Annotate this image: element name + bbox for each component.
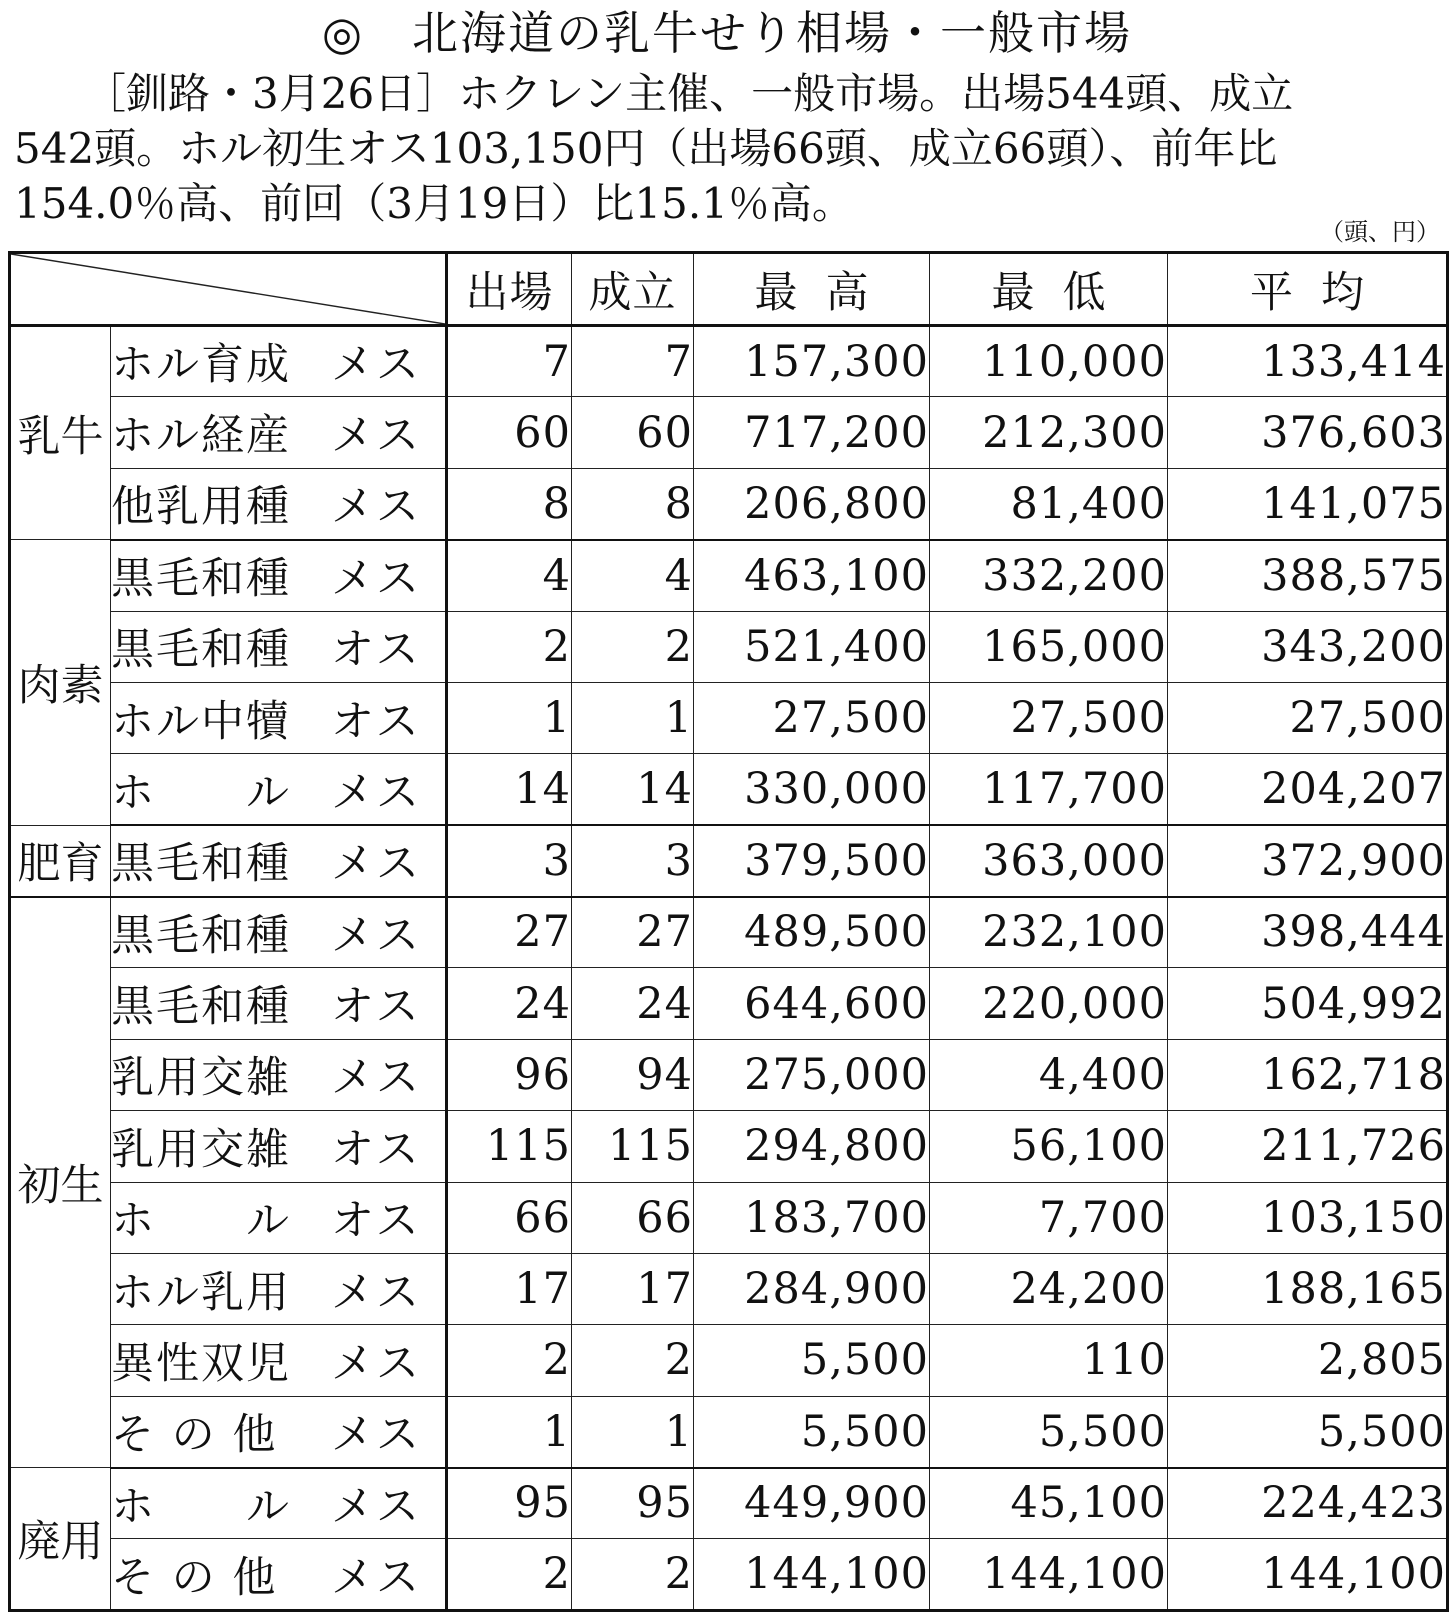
lead-line: 542頭。ホル初生オス103,150円（出場66頭、成立66頭）、前年比 — [14, 124, 1278, 173]
sex-label: メス — [331, 1267, 421, 1318]
cell-saiko: 489,500 — [694, 897, 930, 968]
row-label — [111, 968, 447, 1039]
group-label: 廃用 — [10, 1468, 111, 1611]
row-label — [111, 1182, 447, 1253]
cell-heikin: 103,150 — [1168, 1182, 1448, 1253]
breed-name: 黒毛和種 — [111, 910, 291, 961]
header-seiritsu: 成立 — [572, 253, 694, 326]
cell-saitei: 56,100 — [930, 1111, 1168, 1182]
diagonal-line-icon — [11, 254, 445, 324]
cell-saitei: 24,200 — [930, 1253, 1168, 1324]
sex-label: メス — [331, 1552, 421, 1603]
breed-name: ホ ル — [111, 1196, 291, 1247]
cell-saiko: 284,900 — [694, 1253, 930, 1324]
cell-seiritsu: 60 — [572, 397, 694, 468]
cell-heikin: 2,805 — [1168, 1325, 1448, 1396]
table-row — [10, 1539, 1448, 1611]
table-row — [10, 1253, 1448, 1324]
row-label — [111, 1039, 447, 1110]
table-row — [10, 825, 1448, 896]
corner-cell — [10, 253, 447, 326]
breed-name: 黒毛和種 — [111, 625, 291, 676]
cell-shutsujo: 2 — [447, 611, 572, 682]
cell-seiritsu: 8 — [572, 468, 694, 539]
breed-name: ホル経産 — [111, 411, 291, 462]
row-label — [111, 1111, 447, 1182]
table-row — [10, 1039, 1448, 1110]
cell-saiko: 379,500 — [694, 825, 930, 896]
breed-name: ホル乳用 — [111, 1267, 291, 1318]
group-label: 肥育 — [10, 825, 111, 896]
cell-heikin: 188,165 — [1168, 1253, 1448, 1324]
table-row — [10, 754, 1448, 825]
sex-label: メス — [331, 1338, 421, 1389]
cell-saitei: 220,000 — [930, 968, 1168, 1039]
cell-heikin: 372,900 — [1168, 825, 1448, 896]
row-label — [111, 1468, 447, 1539]
cell-saiko: 294,800 — [694, 1111, 930, 1182]
row-label — [111, 1253, 447, 1324]
sex-label: メス — [331, 482, 421, 533]
row-label — [111, 611, 447, 682]
row-label — [111, 468, 447, 539]
row-label — [111, 897, 447, 968]
row-label — [111, 1396, 447, 1467]
cell-saitei: 81,400 — [930, 468, 1168, 539]
header-heikin: 平均 — [1168, 253, 1448, 326]
cell-shutsujo: 66 — [447, 1182, 572, 1253]
cell-seiritsu: 115 — [572, 1111, 694, 1182]
cell-saiko: 449,900 — [694, 1468, 930, 1539]
cell-shutsujo: 1 — [447, 1396, 572, 1467]
cell-shutsujo: 60 — [447, 397, 572, 468]
page-title: ◎ 北海道の乳牛せり相場・一般市場 — [321, 6, 1133, 60]
cell-seiritsu: 2 — [572, 611, 694, 682]
cell-shutsujo: 27 — [447, 897, 572, 968]
cell-saiko: 5,500 — [694, 1325, 930, 1396]
breed-name: 黒毛和種 — [111, 839, 291, 890]
row-label — [111, 754, 447, 825]
cell-seiritsu: 14 — [572, 754, 694, 825]
cell-heikin: 343,200 — [1168, 611, 1448, 682]
cell-saitei: 363,000 — [930, 825, 1168, 896]
lead-line: 154.0％高、前回（3月19日）比15.1％高。 — [14, 179, 854, 228]
table-row — [10, 682, 1448, 753]
table-row — [10, 397, 1448, 468]
sex-label: メス — [331, 340, 421, 391]
cell-seiritsu: 4 — [572, 540, 694, 611]
breed-name: 乳用交雑 — [111, 1053, 291, 1104]
cell-seiritsu: 2 — [572, 1539, 694, 1611]
cell-shutsujo: 2 — [447, 1325, 572, 1396]
table-row — [10, 468, 1448, 539]
cell-saiko: 717,200 — [694, 397, 930, 468]
cell-shutsujo: 14 — [447, 754, 572, 825]
cell-saiko: 183,700 — [694, 1182, 930, 1253]
breed-name: ホル育成 — [111, 340, 291, 391]
cell-saiko: 206,800 — [694, 468, 930, 539]
row-label — [111, 397, 447, 468]
cell-saitei: 117,700 — [930, 754, 1168, 825]
cell-seiritsu: 94 — [572, 1039, 694, 1110]
table-row — [10, 326, 1448, 397]
cell-saiko: 275,000 — [694, 1039, 930, 1110]
header-row — [10, 253, 1448, 326]
sex-label: メス — [331, 1410, 421, 1461]
sex-label: メス — [331, 839, 421, 890]
cell-saitei: 4,400 — [930, 1039, 1168, 1110]
cell-shutsujo: 17 — [447, 1253, 572, 1324]
header-shutsujo: 出場 — [447, 253, 572, 326]
group-label: 肉素 — [10, 540, 111, 826]
group-label: 乳牛 — [10, 326, 111, 540]
breed-name: 黒毛和種 — [111, 982, 291, 1033]
breed-name: そ の 他 — [111, 1410, 278, 1461]
cell-heikin: 398,444 — [1168, 897, 1448, 968]
breed-name: ホル中犢 — [111, 696, 291, 747]
cell-heikin: 224,423 — [1168, 1468, 1448, 1539]
breed-name: そ の 他 — [111, 1552, 278, 1603]
cell-seiritsu: 27 — [572, 897, 694, 968]
cell-saitei: 144,100 — [930, 1539, 1168, 1611]
sex-label: オス — [331, 1124, 421, 1175]
breed-name: ホ ル — [111, 1481, 291, 1532]
cell-saitei: 212,300 — [930, 397, 1168, 468]
sex-label: メス — [331, 411, 421, 462]
cell-saiko: 330,000 — [694, 754, 930, 825]
cell-saitei: 110,000 — [930, 326, 1168, 397]
cell-saitei: 232,100 — [930, 897, 1168, 968]
cell-saitei: 332,200 — [930, 540, 1168, 611]
cell-saiko: 5,500 — [694, 1396, 930, 1467]
cell-heikin: 141,075 — [1168, 468, 1448, 539]
group-label: 初生 — [10, 897, 111, 1468]
cell-shutsujo: 8 — [447, 468, 572, 539]
cell-saiko: 463,100 — [694, 540, 930, 611]
header-saitei: 最低 — [930, 253, 1168, 326]
breed-name: 乳用交雑 — [111, 1124, 291, 1175]
cell-heikin: 5,500 — [1168, 1396, 1448, 1467]
cell-seiritsu: 2 — [572, 1325, 694, 1396]
sex-label: メス — [331, 1481, 421, 1532]
row-label — [111, 1539, 447, 1611]
row-label — [111, 825, 447, 896]
sex-label: メス — [331, 1053, 421, 1104]
cell-seiritsu: 1 — [572, 1396, 694, 1467]
row-label — [111, 1325, 447, 1396]
lead-paragraph — [14, 66, 1442, 231]
table-row — [10, 968, 1448, 1039]
cell-saiko: 27,500 — [694, 682, 930, 753]
cell-shutsujo: 24 — [447, 968, 572, 1039]
sex-label: オス — [331, 1196, 421, 1247]
cell-seiritsu: 1 — [572, 682, 694, 753]
table-row — [10, 1111, 1448, 1182]
sex-label: メス — [331, 554, 421, 605]
cell-shutsujo: 96 — [447, 1039, 572, 1110]
price-table — [8, 251, 1449, 1612]
cell-shutsujo: 4 — [447, 540, 572, 611]
cell-heikin: 376,603 — [1168, 397, 1448, 468]
sex-label: メス — [331, 910, 421, 961]
sex-label: オス — [331, 696, 421, 747]
cell-seiritsu: 7 — [572, 326, 694, 397]
cell-heikin: 27,500 — [1168, 682, 1448, 753]
breed-name: ホ ル — [111, 767, 291, 818]
table-row — [10, 1468, 1448, 1539]
row-label — [111, 540, 447, 611]
cell-saiko: 144,100 — [694, 1539, 930, 1611]
breed-name: 黒毛和種 — [111, 554, 291, 605]
cell-saiko: 521,400 — [694, 611, 930, 682]
unit-note: （頭、円） — [1320, 218, 1440, 246]
cell-saitei: 45,100 — [930, 1468, 1168, 1539]
header-saiko: 最高 — [694, 253, 930, 326]
cell-seiritsu: 95 — [572, 1468, 694, 1539]
sex-label: オス — [331, 625, 421, 676]
cell-heikin: 388,575 — [1168, 540, 1448, 611]
cell-saitei: 27,500 — [930, 682, 1168, 753]
cell-saiko: 157,300 — [694, 326, 930, 397]
cell-shutsujo: 1 — [447, 682, 572, 753]
sex-label: オス — [331, 982, 421, 1033]
cell-shutsujo: 115 — [447, 1111, 572, 1182]
cell-shutsujo: 2 — [447, 1539, 572, 1611]
cell-seiritsu: 17 — [572, 1253, 694, 1324]
cell-saitei: 7,700 — [930, 1182, 1168, 1253]
cell-heikin: 504,992 — [1168, 968, 1448, 1039]
table-row — [10, 1396, 1448, 1467]
cell-seiritsu: 3 — [572, 825, 694, 896]
cell-shutsujo: 95 — [447, 1468, 572, 1539]
table-row — [10, 540, 1448, 611]
cell-seiritsu: 66 — [572, 1182, 694, 1253]
cell-shutsujo: 3 — [447, 825, 572, 896]
table-row — [10, 1182, 1448, 1253]
cell-saiko: 644,600 — [694, 968, 930, 1039]
table-row — [10, 611, 1448, 682]
cell-saitei: 110 — [930, 1325, 1168, 1396]
cell-seiritsu: 24 — [572, 968, 694, 1039]
cell-saitei: 165,000 — [930, 611, 1168, 682]
cell-heikin: 162,718 — [1168, 1039, 1448, 1110]
row-label — [111, 326, 447, 397]
table-row — [10, 897, 1448, 968]
cell-heikin: 204,207 — [1168, 754, 1448, 825]
cell-heikin: 211,726 — [1168, 1111, 1448, 1182]
table-body — [10, 326, 1448, 1611]
cell-shutsujo: 7 — [447, 326, 572, 397]
cell-heikin: 144,100 — [1168, 1539, 1448, 1611]
breed-name: 異性双児 — [111, 1338, 291, 1389]
cell-saitei: 5,500 — [930, 1396, 1168, 1467]
row-label — [111, 682, 447, 753]
lead-line: ［釧路・3月26日］ホクレン主催、一般市場。出場544頭、成立 — [84, 69, 1294, 118]
table-row — [10, 1325, 1448, 1396]
sex-label: メス — [331, 767, 421, 818]
cell-heikin: 133,414 — [1168, 326, 1448, 397]
breed-name: 他乳用種 — [111, 482, 291, 533]
